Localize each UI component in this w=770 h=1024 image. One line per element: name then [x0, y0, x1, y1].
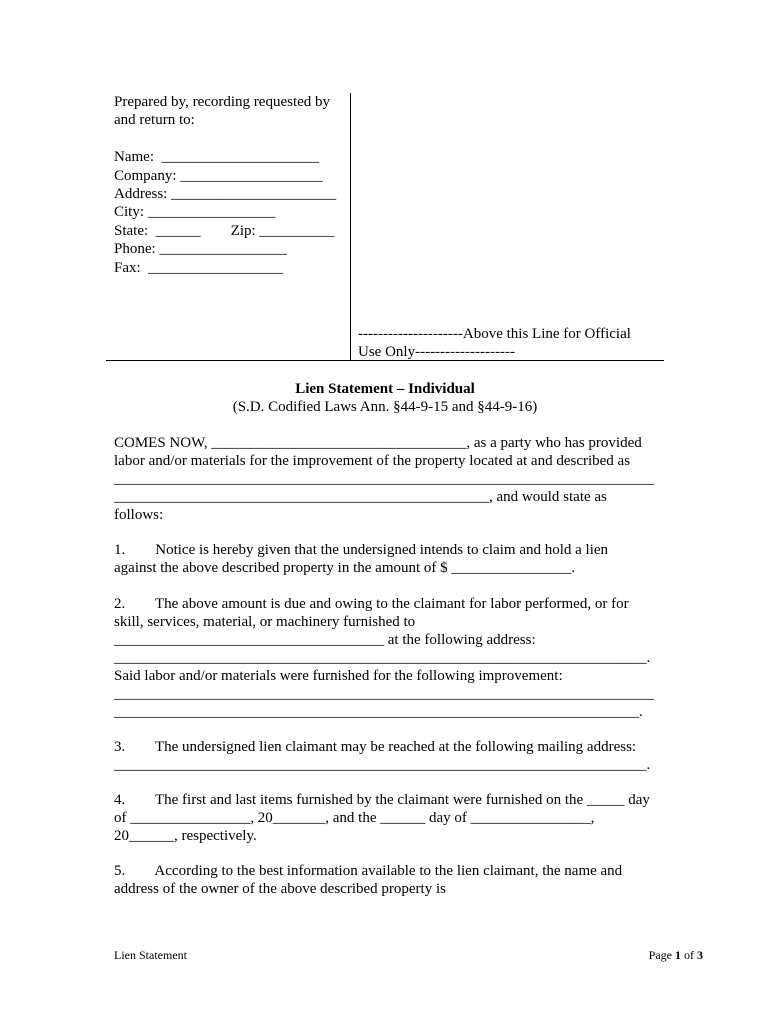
text-line: address of the owner of the above described property is [114, 881, 446, 897]
prepared-by-block [114, 93, 336, 277]
text-line: 2. The above amount is due and owing to the claimant for labor performed, or for [114, 596, 629, 612]
text-line: follows: [114, 507, 164, 523]
page-current: 1 [675, 948, 681, 962]
page-of: of [681, 948, 697, 962]
text-line: ______________________________________________________________________. [114, 704, 643, 720]
text-line: against the above described property in the amount of $ ________________. [114, 560, 576, 576]
document-subtitle: (S.D. Codified Laws Ann. §44-9-15 and §44-9-16) [232, 399, 538, 415]
city-field: City: _________________ [114, 204, 276, 221]
text-line: Said labor and/or materials were furnished for the following improvement: [114, 668, 563, 684]
official-use-line: Use Only-------------------- [358, 344, 515, 361]
text-line: 3. The undersigned lien claimant may be reached at the following mailing address: [114, 739, 637, 755]
page-total: 3 [697, 948, 703, 962]
text-line: 1. Notice is hereby given that the undersigned intends to claim and hold a lien [114, 542, 609, 558]
text-line: labor and/or materials for the improvement of the property located at and described as [114, 453, 631, 469]
paragraph-4 [114, 791, 659, 845]
paragraph-1 [114, 541, 659, 577]
text-line: skill, services, material, or machinery furnished to [114, 614, 416, 630]
official-use-note [358, 325, 658, 362]
paragraph-5 [114, 862, 659, 898]
page-prefix: Page [648, 948, 675, 962]
name-field: Name: _____________________ [114, 149, 319, 166]
text-line: 4. The first and last items furnished by the claimant were furnished on the _____ day [114, 792, 650, 808]
text-line: _______________________________________________________________________. [114, 650, 651, 666]
text-line: of ________________, 20_______, and the ______ day of ________________, [114, 810, 595, 826]
paragraph-2 [114, 595, 659, 721]
text-line: __________________________________________________, and would state as [114, 489, 607, 505]
state-zip-field: State: ______ Zip: __________ [114, 222, 335, 239]
text-line: ________________________________________________________________________ [114, 471, 654, 487]
official-use-line: ---------------------Above this Line for Official [358, 326, 631, 342]
prepared-by-line: and return to: [114, 112, 195, 129]
text-line: ____________________________________ at the following address: [114, 632, 536, 648]
prepared-by-line: Prepared by, recording requested by [114, 94, 331, 110]
address-field: Address: ______________________ [114, 186, 337, 203]
text-line: 5. According to the best information available to the lien claimant, the name and [114, 863, 623, 879]
text-line: COMES NOW, __________________________________, as a party who has provided [114, 435, 642, 451]
text-line: 20______, respectively. [114, 828, 257, 844]
header-vertical-divider [350, 93, 351, 360]
phone-field: Phone: _________________ [114, 241, 287, 258]
company-field: Company: ___________________ [114, 167, 323, 184]
document-title: Lien Statement – Individual [295, 381, 475, 397]
page-number [560, 948, 703, 963]
text-line: ________________________________________________________________________ [114, 686, 654, 702]
text-line: _______________________________________________________________________. [114, 757, 651, 773]
intro-paragraph [114, 434, 659, 524]
fax-field: Fax: __________________ [114, 259, 284, 276]
paragraph-3 [114, 738, 659, 774]
footer-title: Lien Statement [114, 948, 187, 962]
header-horizontal-divider [106, 360, 664, 361]
